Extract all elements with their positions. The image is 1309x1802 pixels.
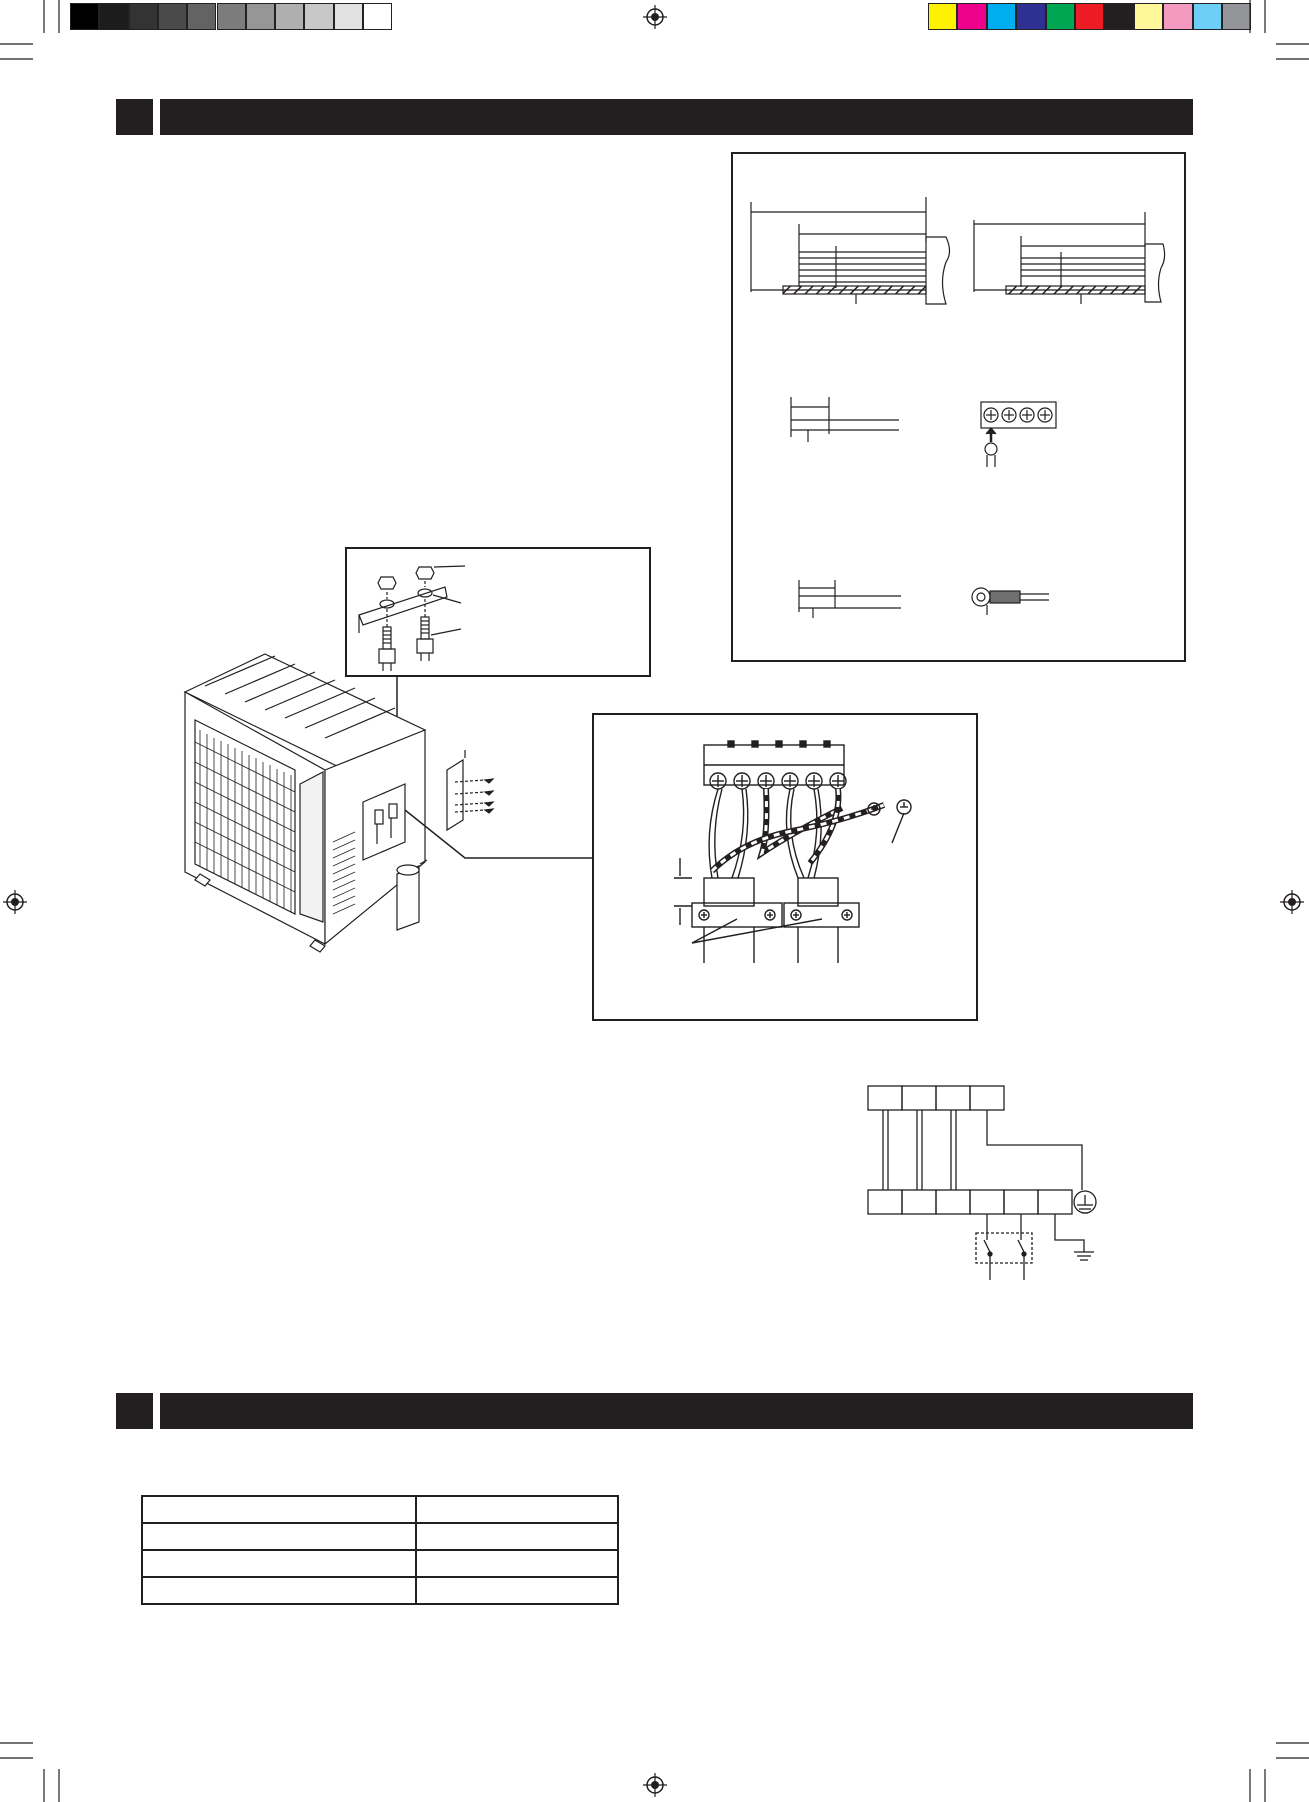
table-row xyxy=(142,1496,618,1523)
registration-mark-icon xyxy=(3,890,27,914)
registration-mark-icon xyxy=(643,5,667,29)
table-row xyxy=(142,1577,618,1604)
table-cell xyxy=(416,1523,618,1550)
table-cell xyxy=(416,1550,618,1577)
section-1-number-box xyxy=(116,99,153,135)
section-1-title-bar xyxy=(160,99,1193,135)
terminal-wiring-drawing xyxy=(592,713,978,1021)
table-cell xyxy=(416,1577,618,1604)
outdoor-unit-drawing xyxy=(175,652,465,952)
section-2-title-bar xyxy=(160,1393,1193,1429)
registration-mark-icon xyxy=(643,1773,667,1797)
wiring-diagram xyxy=(860,1080,1120,1280)
table-cell xyxy=(416,1496,618,1523)
table-cell xyxy=(142,1577,416,1604)
table-row xyxy=(142,1523,618,1550)
wire-preparation-drawing xyxy=(731,152,1186,662)
table-cell xyxy=(142,1523,416,1550)
section-2-number-box xyxy=(116,1393,153,1429)
table-row xyxy=(142,1550,618,1577)
leader-line xyxy=(405,810,605,860)
registration-mark-icon xyxy=(1280,890,1304,914)
spec-table xyxy=(141,1495,619,1605)
table-cell xyxy=(142,1496,416,1523)
table-cell xyxy=(142,1550,416,1577)
